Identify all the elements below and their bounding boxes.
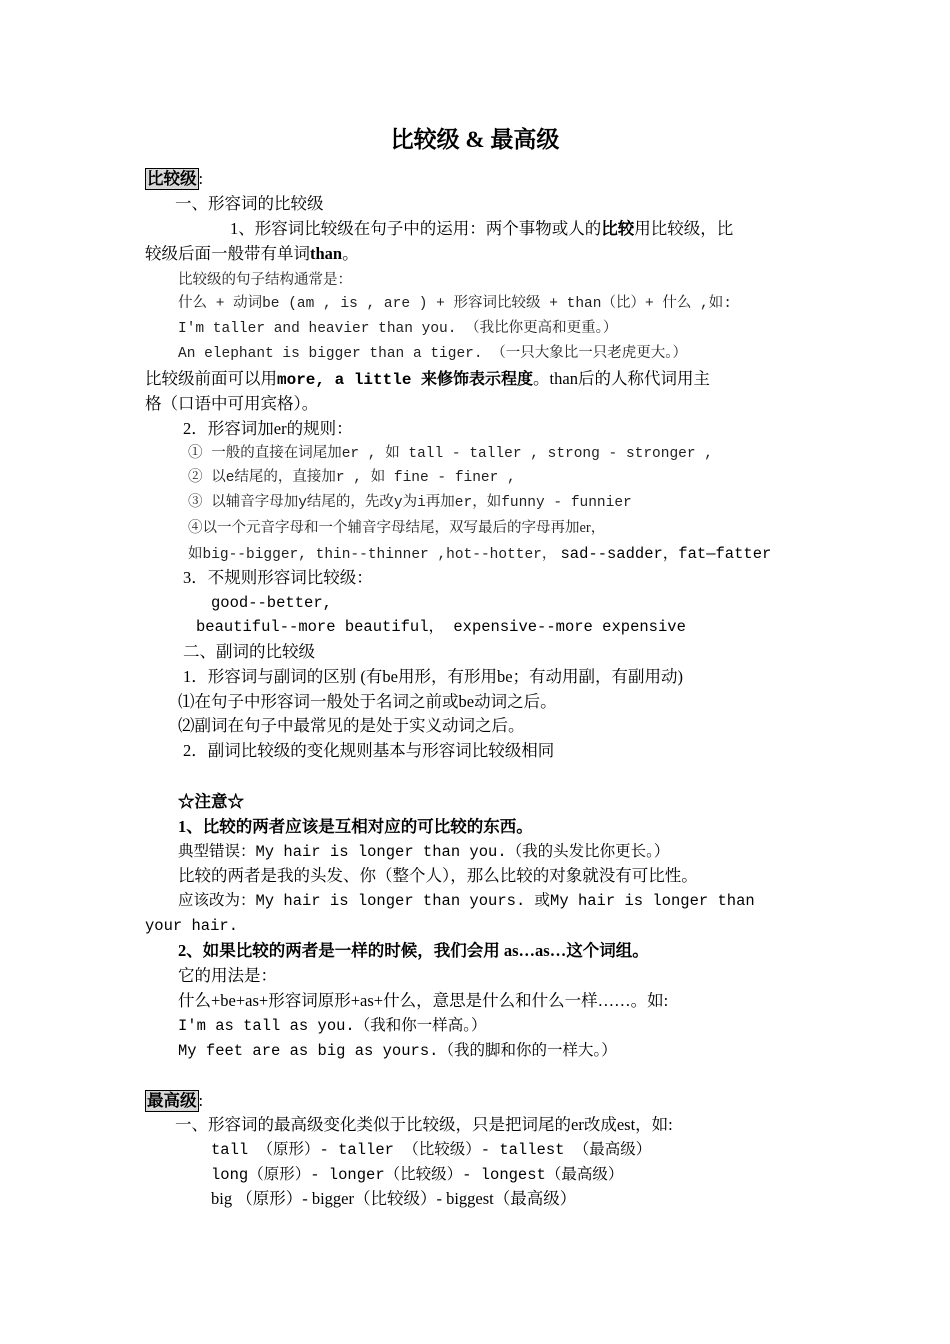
text: 如big--bigger, thin--thinner ,hot--hotter， [188, 547, 557, 563]
superlative-example-3: big （原形）- bigger（比较级）- biggest（最高级） [211, 1189, 577, 1208]
text: 1、形容词比较级在句子中的运用：两个事物或人的 [230, 219, 602, 238]
rule-4: ④以一个元音字母和一个辅音字母结尾，双写最后的字母再加er， [188, 520, 606, 536]
structure-formula: 什么 + 动词be (am , is , are ) + 形容词比较级 + than（比）+ 什么 ,如: [178, 296, 732, 312]
heading-colon: : [198, 169, 204, 188]
note-2-line-3: I'm as tall as you.（我和你一样高。） [178, 1017, 487, 1035]
note-1-line-1: 典型错误：My hair is longer than you.（我的头发比你更长。） [178, 843, 670, 861]
note-2-line-1: 它的用法是： [178, 966, 277, 985]
note-1-line-2: 比较的两者是我的头发、你（整个人），那么比较的对象就没有可比性。 [178, 866, 698, 885]
text: 。than后的人称代词用主 [533, 369, 710, 388]
comparative-heading: 比较级 [147, 169, 197, 188]
superlative-example-2: long（原形）- longer（比较级）- longest（最高级） [211, 1166, 624, 1184]
paragraph-usage-line1 [230, 219, 733, 239]
section-adj-comparative: 一、形容词的比较级 [175, 194, 324, 213]
bold-text: 比较 [601, 219, 635, 238]
notes-heading: ☆注意☆ [178, 792, 244, 811]
note-2-title: 2、如果比较的两者是一样的时候，我们会用 as…as…这个词组。 [178, 941, 649, 960]
modifier-line2: 格（口语中可用宾格）。 [145, 394, 319, 413]
superlative-rule: 一、形容词的最高级变化类似于比较级，只是把词尾的er改成est，如: [175, 1115, 673, 1134]
text: 较级后面一般带有单词 [145, 244, 310, 263]
section-adv-comparative: 二、副词的比较级 [183, 642, 315, 661]
paragraph-usage-line2 [145, 244, 359, 264]
note-1-line-3: 应该改为：My hair is longer than yours. 或My hair is longer than [178, 892, 755, 910]
irregular-title: 3．不规则形容词比较级： [183, 568, 373, 587]
adverb-line-2: ⑴在句子中形容词一般处于名词之前或be动词之后。 [178, 692, 557, 711]
irregular-1: good--better, [211, 594, 332, 612]
comparative-heading-line [145, 168, 203, 190]
structure-intro: 比较级的句子结构通常是： [178, 272, 352, 288]
adverb-line-1: 1．形容词与副词的区别 (有be用形，有形用be；有动用副，有副用动) [183, 667, 684, 686]
note-2-line-4: My feet are as big as yours.（我的脚和你的一样大。） [178, 1042, 617, 1060]
rules-title: 2．形容词加er的规则： [183, 419, 353, 438]
superlative-heading: 最高级 [147, 1091, 197, 1110]
example-1: I'm taller and heavier than you. （我比你更高和更重。） [178, 321, 618, 337]
modifier-line1 [145, 369, 710, 390]
heading-colon: : [198, 1091, 204, 1110]
superlative-heading-line [145, 1090, 203, 1112]
text: 比较级前面可以用 [145, 369, 277, 388]
irregular-2: beautiful--more beautiful， expensive--more expensive [196, 618, 686, 636]
text: 。 [342, 244, 359, 263]
note-2-line-2: 什么+be+as+形容词原形+as+什么，意思是什么和什么一样……。如: [178, 991, 669, 1010]
bold-text: more, a little 来修饰表示程度 [277, 371, 534, 389]
superlative-example-1: tall （原形）- taller （比较级）- tallest （最高级） [211, 1141, 652, 1159]
rule-2: ② 以e结尾的，直接加r , 如 fine - finer , [188, 470, 516, 486]
example-2: An elephant is bigger than a tiger. （一只大象比一只老虎更大。） [178, 346, 687, 362]
note-1-line-4: your hair. [145, 917, 239, 935]
text: 用比较级，比 [634, 219, 734, 238]
note-1-title: 1、比较的两者应该是互相对应的可比较的东西。 [178, 817, 533, 836]
adverb-line-3: ⑵副词在句子中最常见的是处于实义动词之后。 [178, 716, 525, 735]
page-title: 比较级 & 最高级 [390, 127, 560, 152]
text: sad--sadder，fat—fatter [560, 545, 772, 563]
rule-1: ① 一般的直接在词尾加er , 如 tall - taller , strong - stronger , [188, 446, 713, 462]
adverb-line-4: 2．副词比较级的变化规则基本与形容词比较级相同 [183, 741, 555, 760]
bold-text: than [310, 244, 343, 263]
rule-3: ③ 以辅音字母加y结尾的，先改y为i再加er，如funny - funnier [188, 495, 632, 511]
rule-4-examples [188, 543, 771, 565]
